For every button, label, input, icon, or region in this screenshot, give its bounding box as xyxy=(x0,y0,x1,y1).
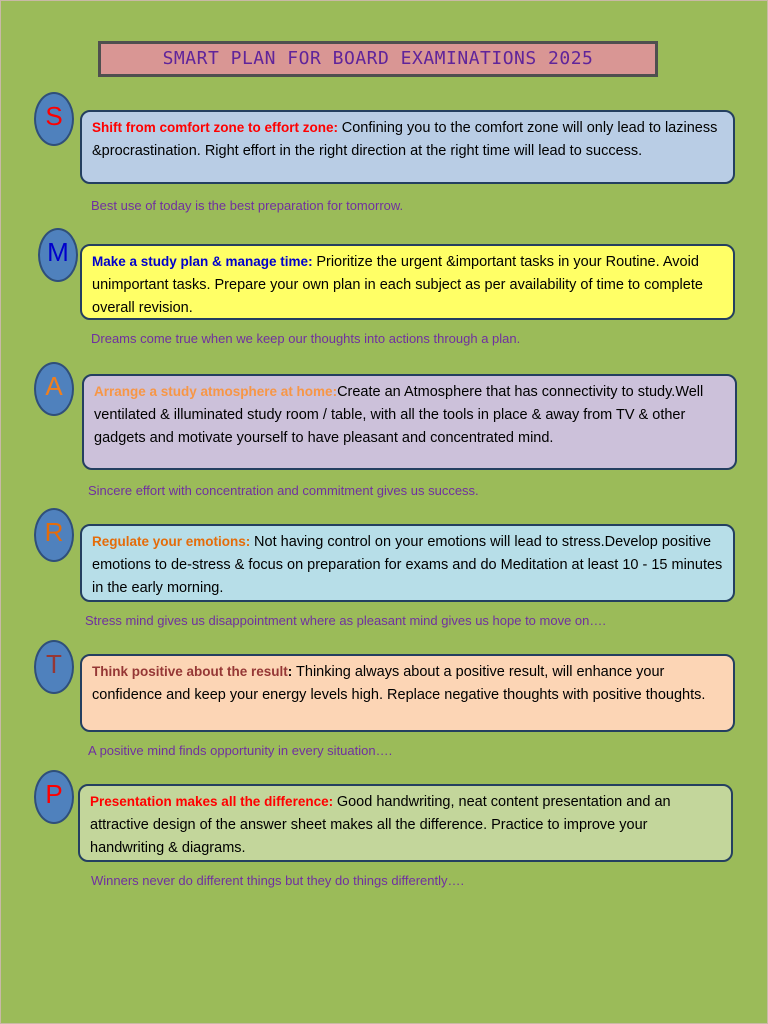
item-box-t xyxy=(80,654,735,732)
letter-m-badge: M xyxy=(38,228,78,282)
item-box-p xyxy=(78,784,733,862)
item-box-m xyxy=(80,244,735,320)
letter-t-badge: T xyxy=(34,640,74,694)
item-heading-s: Shift from comfort zone to effort zone: xyxy=(92,120,342,135)
item-heading-a: Arrange a study atmosphere at home: xyxy=(94,384,338,399)
item-body-p: Good handwriting, neat content presentation and an attractive design of the answer sheet makes all the difference. Practice to improve your handwriting & diagrams. xyxy=(90,794,671,856)
letter-p-badge: P xyxy=(34,770,74,824)
quote-r: Stress mind gives us disappointment where as pleasant mind gives us hope to move on…. xyxy=(85,613,606,628)
quote-t: A positive mind finds opportunity in every situation…. xyxy=(88,743,393,758)
letter-r-badge: R xyxy=(34,508,74,562)
item-body-a: Create an Atmosphere that has connectivity to study.Well ventilated & illuminated study room / table, with all the tools in place & away from TV & other gadgets and motivate yourself to have pleasant and concentrated mind. xyxy=(94,384,704,446)
item-heading-t: Think positive about the result xyxy=(92,664,288,679)
item-body-s: Confining you to the comfort zone will only lead to laziness &procrastination. Right effort in the right direction at the right time will lead to success. xyxy=(92,120,718,159)
item-box-r xyxy=(80,524,735,602)
item-heading-suffix-t: : xyxy=(287,664,297,679)
item-heading-r: Regulate your emotions: xyxy=(92,534,255,549)
item-body-m: Prioritize the urgent &important tasks in your Routine. Avoid unimportant tasks. Prepare your own plan in each subject as per availability of time to complete overall revision. xyxy=(92,254,703,316)
item-box-a xyxy=(82,374,737,470)
quote-m: Dreams come true when we keep our thoughts into actions through a plan. xyxy=(91,331,521,346)
quote-p: Winners never do different things but they do things differently…. xyxy=(91,873,465,888)
quote-s: Best use of today is the best preparation for tomorrow. xyxy=(91,198,404,213)
item-heading-p: Presentation makes all the difference: xyxy=(90,794,337,809)
item-body-t: Thinking always about a positive result, will enhance your confidence and keep your energy levels high. Replace negative thoughts with positive thoughts. xyxy=(92,664,706,703)
letter-s-badge: S xyxy=(34,92,74,146)
item-box-s xyxy=(80,110,735,184)
letter-a-badge: A xyxy=(34,362,74,416)
item-body-r: Not having control on your emotions will lead to stress.Develop positive emotions to de-stress & focus on preparation for exams and do Meditation at least 10 - 15 minutes in the early morning. xyxy=(92,534,723,596)
page-title: SMART PLAN FOR BOARD EXAMINATIONS 2025 xyxy=(98,41,658,77)
quote-a: Sincere effort with concentration and commitment gives us success. xyxy=(88,483,479,498)
item-heading-m: Make a study plan & manage time: xyxy=(92,254,317,269)
